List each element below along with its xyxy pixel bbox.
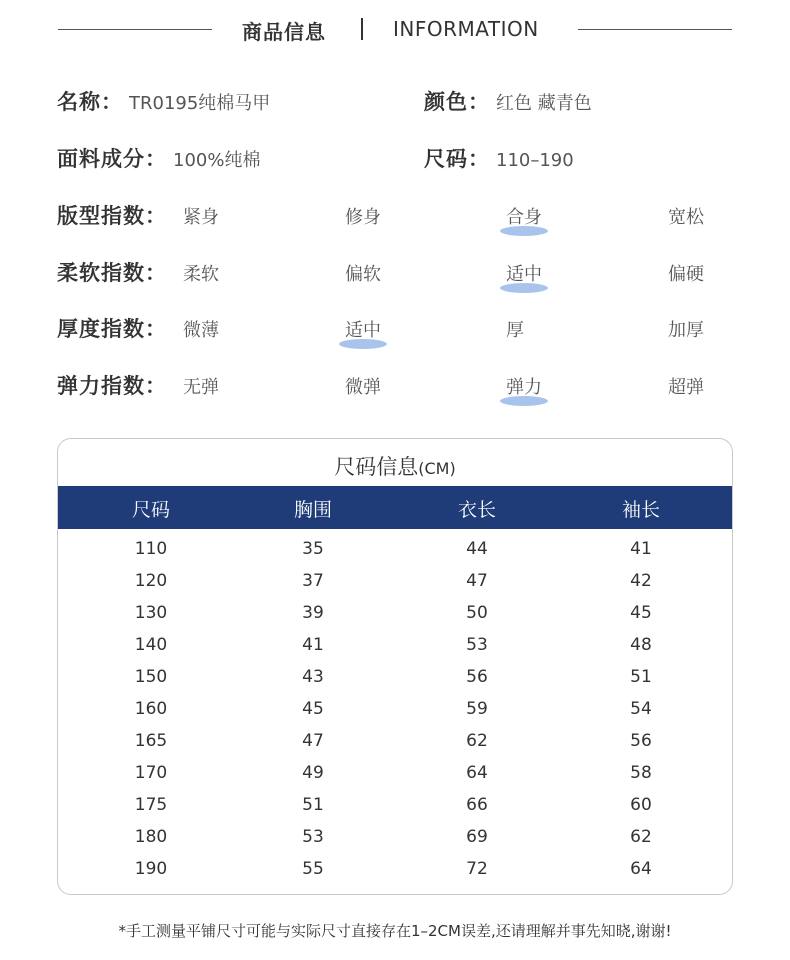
table-cell: 35 [302, 539, 324, 559]
size-table-unit: (CM) [418, 459, 456, 478]
index-option [183, 373, 219, 399]
index-option-text: 无弹 [183, 377, 219, 398]
index-option-text: 微弹 [345, 377, 381, 398]
table-cell: 51 [302, 795, 324, 815]
header-rule-left [58, 29, 212, 30]
info-size-label: 尺码： [424, 147, 490, 171]
info-name [57, 86, 270, 116]
table-cell: 56 [466, 667, 488, 687]
table-row [58, 855, 732, 887]
table-cell: 165 [134, 731, 168, 751]
table-row [58, 631, 732, 663]
table-header [58, 486, 732, 529]
index-option-selected [345, 316, 381, 342]
size-table [57, 438, 733, 895]
table-cell: 150 [134, 667, 168, 687]
table-cell: 45 [302, 699, 324, 719]
footer-note: *手工测量平铺尺寸可能与实际尺寸直接存在1–2CM误差,还请理解并事先知晓,谢谢! [118, 922, 672, 940]
table-cell: 190 [134, 859, 168, 879]
table-cell: 49 [302, 763, 324, 783]
table-header-cell: 尺码 [131, 499, 170, 521]
index-row [57, 200, 737, 230]
index-row [57, 370, 737, 400]
table-body [58, 535, 732, 887]
table-row [58, 663, 732, 695]
table-header-cell: 衣长 [457, 499, 496, 521]
index-option-text: 微薄 [183, 320, 219, 341]
table-cell: 64 [630, 859, 652, 879]
table-cell: 72 [466, 859, 488, 879]
info-fabric-label: 面料成分： [57, 147, 167, 171]
table-cell: 48 [630, 635, 652, 655]
table-cell: 64 [466, 763, 488, 783]
table-cell: 37 [302, 571, 324, 591]
table-cell: 140 [134, 635, 168, 655]
index-option-text: 适中 [506, 264, 542, 285]
info-color [424, 86, 592, 116]
index-option-text: 宽松 [668, 207, 704, 228]
index-option-selected [506, 373, 542, 399]
section-header [0, 0, 790, 60]
table-cell: 59 [466, 699, 488, 719]
index-label: 弹力指数： [57, 374, 167, 398]
table-cell: 170 [134, 763, 168, 783]
info-name-label: 名称： [57, 90, 123, 114]
table-row [58, 759, 732, 791]
table-cell: 53 [302, 827, 324, 847]
table-cell: 54 [630, 699, 652, 719]
header-title-cn: 商品信息 [242, 20, 326, 44]
index-option [668, 260, 704, 286]
index-option [183, 260, 219, 286]
index-option [506, 316, 524, 342]
info-color-value: 红色 藏青色 [496, 93, 592, 114]
header-separator [361, 18, 363, 40]
table-cell: 41 [302, 635, 324, 655]
size-table-title-text: 尺码信息 [334, 455, 419, 479]
index-option-text: 合身 [506, 207, 542, 228]
table-cell: 60 [630, 795, 652, 815]
index-option [345, 203, 381, 229]
table-row [58, 567, 732, 599]
index-option [668, 373, 704, 399]
index-option-selected [506, 260, 542, 286]
size-table-title [58, 451, 732, 481]
index-option-selected [506, 203, 542, 229]
table-row [58, 535, 732, 567]
index-label: 厚度指数： [57, 317, 167, 341]
index-option [183, 203, 219, 229]
table-row [58, 791, 732, 823]
header-rule-right [578, 29, 732, 30]
table-cell: 160 [134, 699, 168, 719]
table-cell: 43 [302, 667, 324, 687]
index-label: 柔软指数： [57, 261, 167, 285]
info-size-value: 110–190 [496, 150, 574, 171]
index-option-text: 修身 [345, 207, 381, 228]
table-cell: 53 [466, 635, 488, 655]
header-title-en: INFORMATION [393, 17, 539, 41]
table-cell: 58 [630, 763, 652, 783]
index-option-text: 厚 [506, 320, 524, 341]
index-option [183, 316, 219, 342]
table-header-cell: 袖长 [621, 499, 660, 521]
index-row [57, 313, 737, 343]
table-cell: 110 [134, 539, 168, 559]
table-cell: 44 [466, 539, 488, 559]
table-cell: 55 [302, 859, 324, 879]
table-cell: 62 [466, 731, 488, 751]
table-cell: 47 [302, 731, 324, 751]
info-fabric [57, 143, 260, 173]
info-fabric-value: 100%纯棉 [173, 150, 261, 171]
index-option-text: 柔软 [183, 264, 219, 285]
table-cell: 130 [134, 603, 168, 623]
table-cell: 62 [630, 827, 652, 847]
index-option-text: 加厚 [668, 320, 704, 341]
table-row [58, 727, 732, 759]
table-cell: 50 [466, 603, 488, 623]
table-cell: 47 [466, 571, 488, 591]
index-option-text: 偏硬 [668, 264, 704, 285]
table-cell: 51 [630, 667, 652, 687]
index-option [668, 316, 704, 342]
table-cell: 45 [630, 603, 652, 623]
table-row [58, 695, 732, 727]
index-row [57, 257, 737, 287]
index-option [345, 260, 381, 286]
table-cell: 41 [630, 539, 652, 559]
index-label: 版型指数： [57, 204, 167, 228]
table-cell: 175 [134, 795, 168, 815]
index-option [668, 203, 704, 229]
table-cell: 180 [134, 827, 168, 847]
table-cell: 56 [630, 731, 652, 751]
info-name-value: TR0195纯棉马甲 [129, 93, 271, 114]
table-cell: 66 [466, 795, 488, 815]
index-option [345, 373, 381, 399]
table-header-cell: 胸围 [293, 499, 332, 521]
table-cell: 120 [134, 571, 168, 591]
table-cell: 42 [630, 571, 652, 591]
table-cell: 39 [302, 603, 324, 623]
index-option-text: 偏软 [345, 264, 381, 285]
index-option-text: 紧身 [183, 207, 219, 228]
index-option-text: 超弹 [668, 377, 704, 398]
index-option-text: 适中 [345, 320, 381, 341]
table-cell: 69 [466, 827, 488, 847]
table-row [58, 599, 732, 631]
index-option-text: 弹力 [506, 377, 542, 398]
table-row [58, 823, 732, 855]
info-size [424, 143, 574, 173]
info-color-label: 颜色： [424, 90, 490, 114]
